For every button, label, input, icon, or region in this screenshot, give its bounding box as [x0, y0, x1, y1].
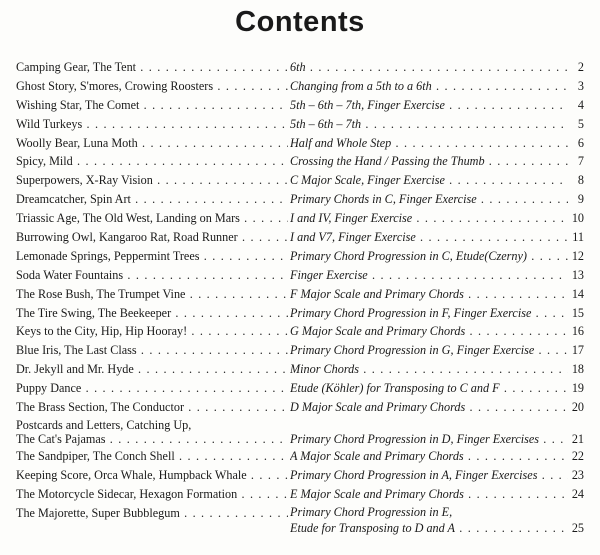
topic: 5th – 6th – 7th, Finger Exercise . . . — [290, 96, 568, 115]
page-number: 11 — [572, 230, 584, 245]
piece-title: The Motorcycle Sidecar, Hexagon Formation . . . — [16, 485, 288, 504]
page-number: 13 — [571, 267, 584, 282]
piece-title: Soda Water Fountains . . . — [16, 266, 288, 285]
page-number: 20 — [571, 400, 584, 415]
piece-title: The Brass Section, The Conductor . . . — [16, 398, 288, 417]
topic: Primary Chords in C, Finger Exercise . . . — [290, 190, 568, 209]
topic: F Major Scale and Primary Chords . . . — [290, 285, 568, 304]
page-number: 14 — [571, 286, 584, 301]
piece-title: The Cat's Pajamas . . . — [16, 430, 288, 449]
toc-row[interactable] — [16, 58, 584, 77]
topic: C Major Scale, Finger Exercise . . . — [290, 171, 568, 190]
topic: Primary Chord Progression in F, Finger Exercise . . . — [290, 304, 568, 323]
toc-row[interactable] — [16, 466, 584, 485]
toc-row[interactable] — [16, 190, 584, 209]
topic: I and V7, Finger Exercise . . . — [290, 228, 568, 247]
page-number: 18 — [571, 362, 584, 377]
page-number: 15 — [571, 305, 584, 320]
piece-title: Keeping Score, Orca Whale, Humpback Whale . . . — [16, 466, 288, 485]
piece-title: The Tire Swing, The Beekeeper . . . — [16, 304, 288, 323]
page-number: 17 — [571, 343, 584, 358]
piece-title: Burrowing Owl, Kangaroo Rat, Road Runner . . . — [16, 228, 288, 247]
piece-title: Camping Gear, The Tent . . . — [16, 58, 288, 77]
toc-row[interactable] — [16, 266, 584, 285]
topic: 6th . . . — [290, 58, 568, 77]
toc-row[interactable] — [16, 171, 584, 190]
page-number: 7 — [577, 154, 584, 169]
page-number: 2 — [577, 60, 584, 74]
toc-row[interactable] — [16, 209, 584, 228]
topic: 5th – 6th – 7th . . . — [290, 115, 568, 134]
page-number: 5 — [577, 116, 584, 131]
piece-title: Spicy, Mild . . . — [16, 152, 288, 171]
topic: Primary Chord Progression in D, Finger Exercises . . . — [290, 430, 568, 449]
toc-row[interactable] — [16, 247, 584, 266]
page-number: 19 — [571, 381, 584, 396]
toc-row[interactable] — [16, 398, 584, 417]
toc-row[interactable] — [16, 228, 584, 247]
topic: Minor Chords . . . — [290, 360, 568, 379]
topic: Crossing the Hand / Passing the Thumb . . . — [290, 152, 568, 171]
toc-row[interactable] — [16, 504, 584, 537]
piece-title: Blue Iris, The Last Class . . . — [16, 341, 288, 360]
toc-row[interactable] — [16, 341, 584, 360]
piece-title: Keys to the City, Hip, Hip Hooray! . . . — [16, 322, 288, 341]
piece-title: Woolly Bear, Luna Moth . . . — [16, 134, 288, 153]
piece-title: Lemonade Springs, Peppermint Trees . . . — [16, 247, 288, 266]
piece-title: Dr. Jekyll and Mr. Hyde . . . — [16, 360, 288, 379]
topic: E Major Scale and Primary Chords . . . — [290, 485, 568, 504]
table-of-contents — [16, 58, 584, 537]
piece-title-line1: Postcards and Letters, Catching Up, — [16, 417, 192, 432]
toc-row[interactable] — [16, 360, 584, 379]
toc-row[interactable] — [16, 379, 584, 398]
toc-row[interactable] — [16, 417, 584, 447]
page-number: 6 — [577, 135, 584, 150]
piece-title: The Rose Bush, The Trumpet Vine . . . — [16, 285, 288, 304]
piece-title: Dreamcatcher, Spin Art . . . — [16, 190, 288, 209]
topic: Half and Whole Step . . . — [290, 134, 568, 153]
topic: Changing from a 5th to a 6th . . . — [290, 77, 568, 96]
piece-title: Wild Turkeys . . . — [16, 115, 288, 134]
page-title: Contents — [235, 6, 365, 38]
page-number: 25 — [571, 520, 584, 535]
piece-title: Superpowers, X-Ray Vision . . . — [16, 171, 288, 190]
page-number: 12 — [571, 248, 584, 263]
toc-row[interactable] — [16, 77, 584, 96]
topic: I and IV, Finger Exercise . . . — [290, 209, 568, 228]
toc-row[interactable] — [16, 485, 584, 504]
topic: Primary Chord Progression in C, Etude(Czerny) . . . — [290, 247, 568, 266]
topic: Primary Chord Progression in A, Finger Exercises . . . — [290, 466, 568, 485]
topic-line1: Primary Chord Progression in E, — [290, 504, 453, 519]
page-number: 10 — [571, 211, 584, 226]
piece-title: Wishing Star, The Comet . . . — [16, 96, 288, 115]
topic: Etude for Transposing to D and A . . . — [290, 519, 568, 538]
topic: Primary Chord Progression in G, Finger Exercise . . . — [290, 341, 568, 360]
toc-row[interactable] — [16, 115, 584, 134]
toc-row[interactable] — [16, 134, 584, 153]
page-number: 4 — [577, 97, 584, 112]
page-number: 21 — [571, 431, 584, 446]
page-number: 9 — [577, 192, 584, 207]
toc-row[interactable] — [16, 447, 584, 466]
toc-row[interactable] — [16, 322, 584, 341]
piece-title: The Sandpiper, The Conch Shell . . . — [16, 447, 288, 466]
topic: Finger Exercise . . . — [290, 266, 568, 285]
page-number: 24 — [571, 486, 584, 501]
toc-row[interactable] — [16, 304, 584, 323]
piece-title: Puppy Dance . . . — [16, 379, 288, 398]
toc-row[interactable] — [16, 96, 584, 115]
page-number: 16 — [571, 324, 584, 339]
piece-title: Ghost Story, S'mores, Crowing Roosters . . . — [16, 77, 288, 96]
page-number: 22 — [571, 448, 584, 463]
piece-title: The Majorette, Super Bubblegum . . . — [16, 504, 288, 523]
topic: Etude (Köhler) for Transposing to C and F . . . — [290, 379, 568, 398]
toc-row[interactable] — [16, 285, 584, 304]
topic: G Major Scale and Primary Chords . . . — [290, 322, 568, 341]
page-number: 23 — [571, 467, 584, 482]
topic: D Major Scale and Primary Chords . . . — [290, 398, 568, 417]
piece-title: Triassic Age, The Old West, Landing on Mars . . . — [16, 209, 288, 228]
page-number: 3 — [577, 78, 584, 93]
topic: A Major Scale and Primary Chords . . . — [290, 447, 568, 466]
toc-row[interactable] — [16, 152, 584, 171]
page-number: 8 — [577, 173, 584, 188]
